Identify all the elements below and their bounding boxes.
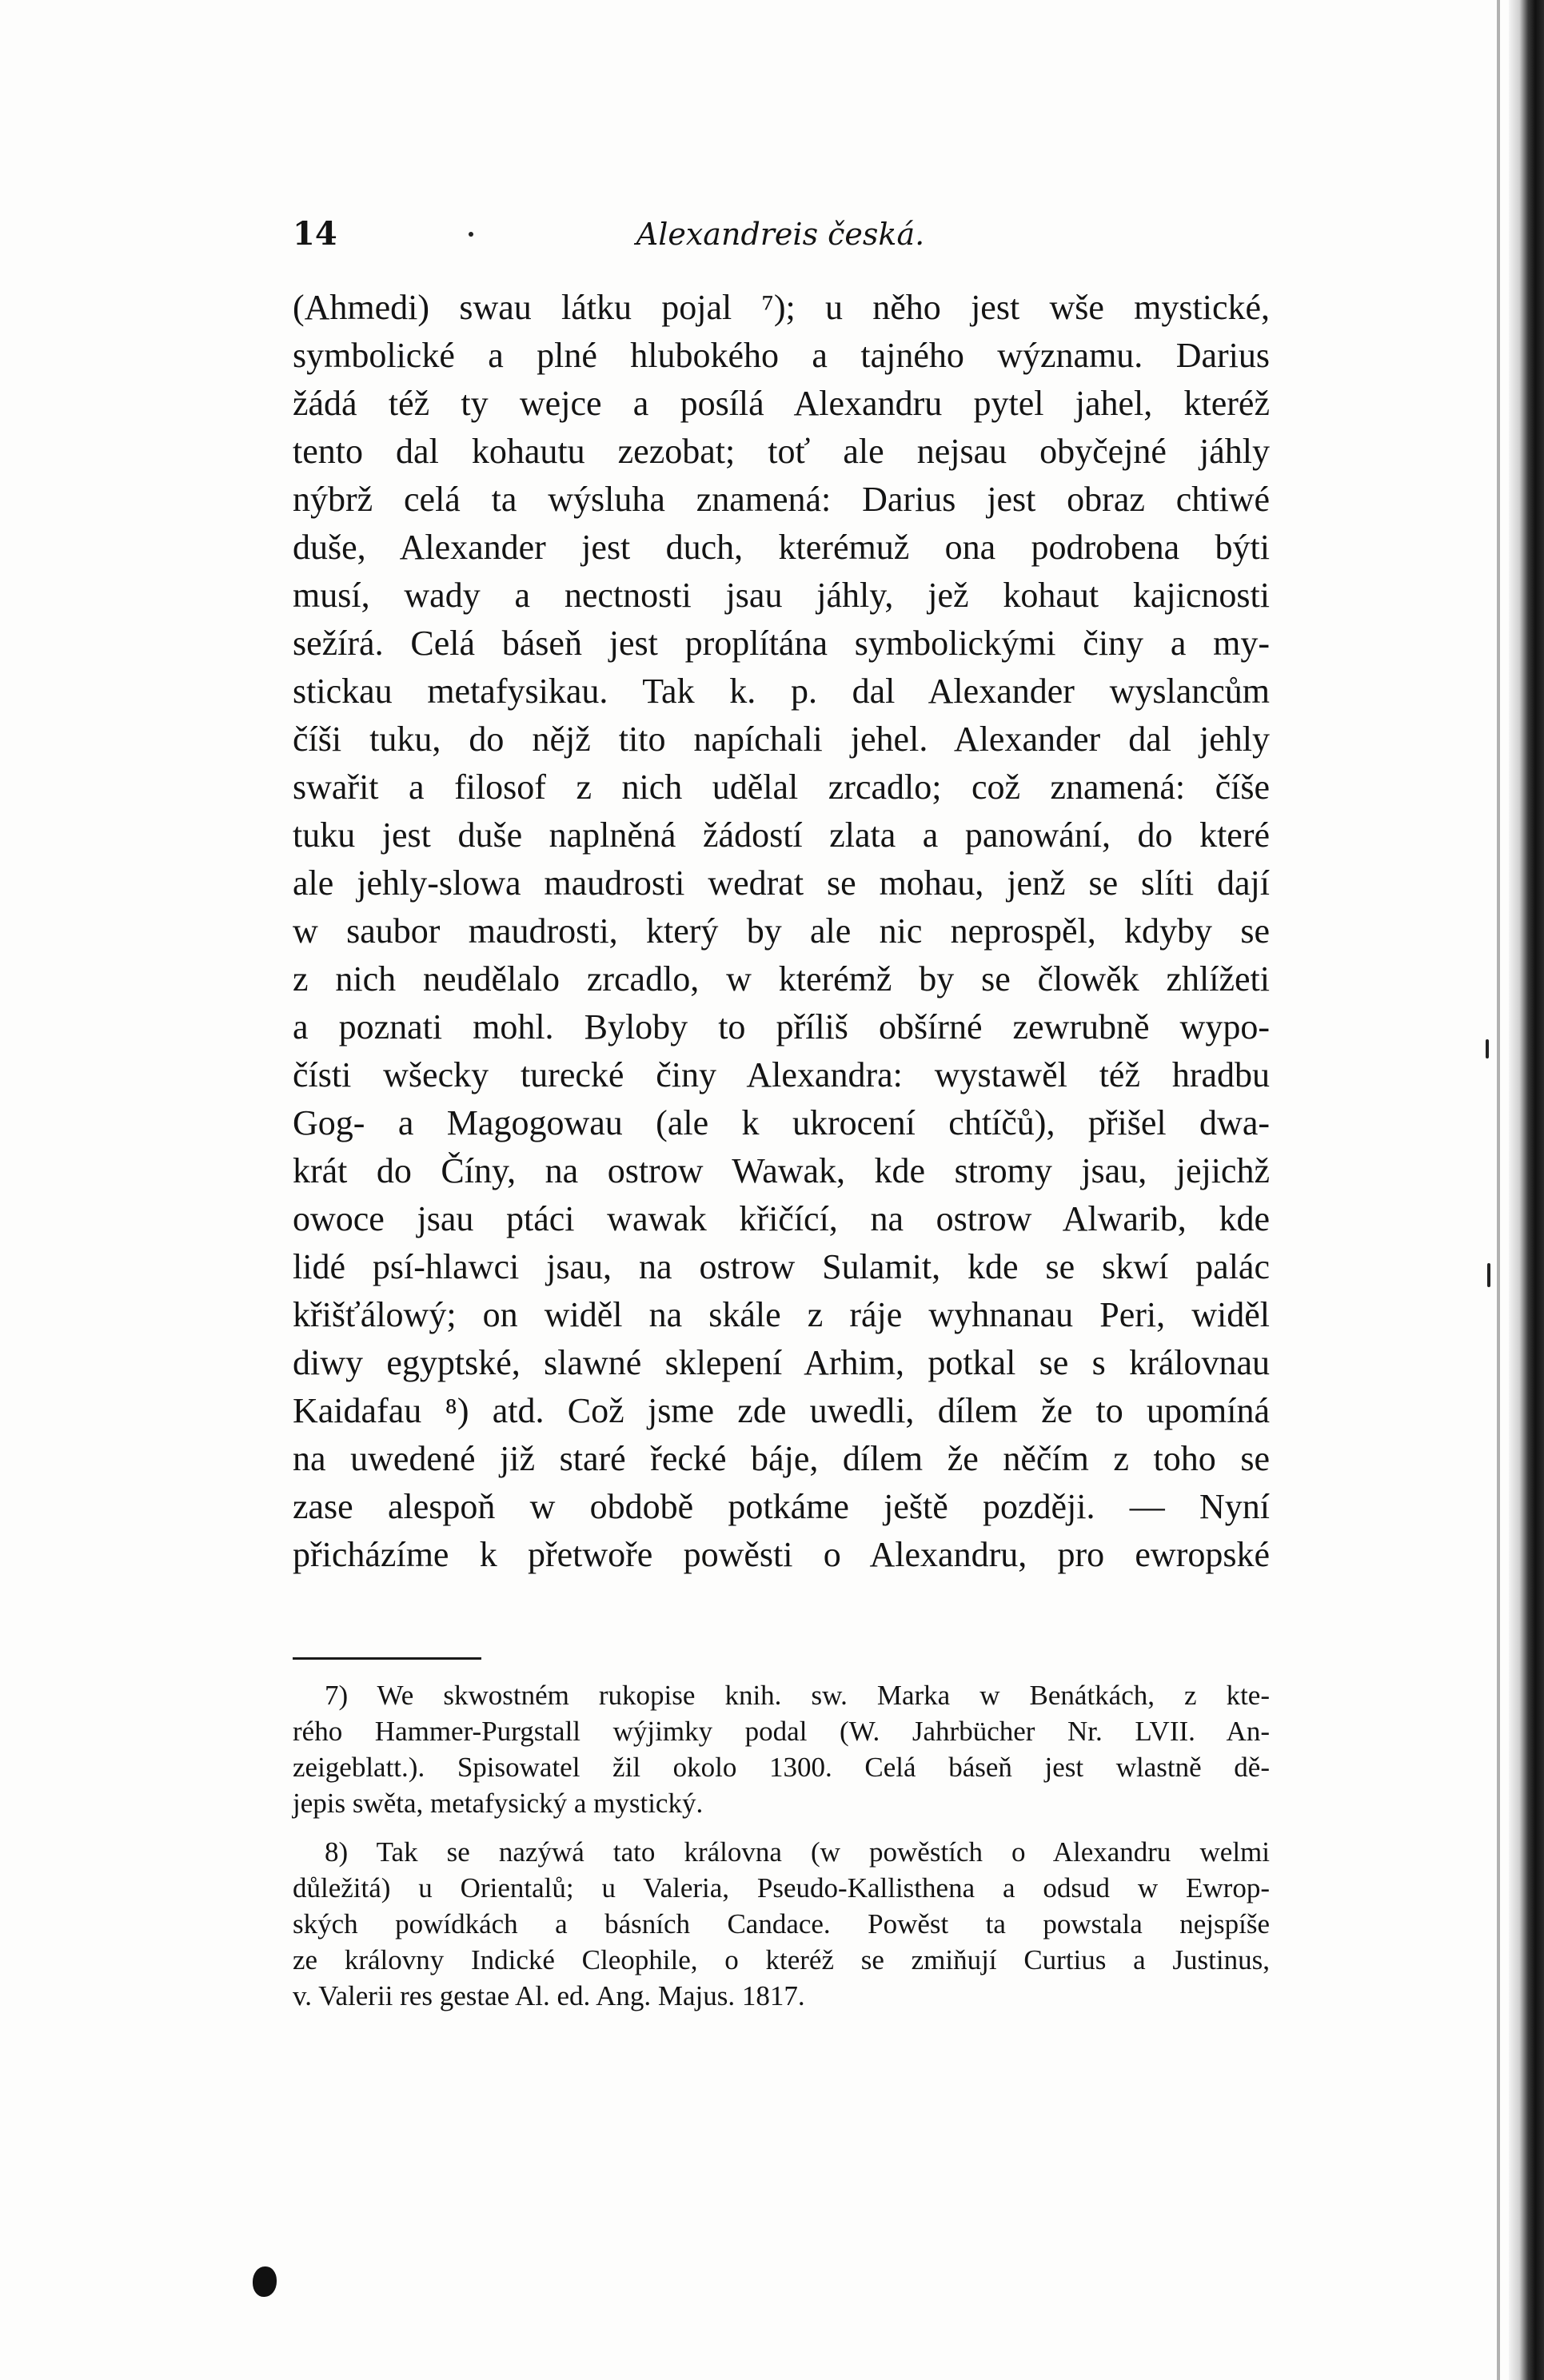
footnotes [293,1677,1270,2014]
footnote-line: rého Hammer-Purgstall wýjimky podal (W. Jahrbücher Nr. LVII. An- [293,1716,1270,1747]
footnote-line: jepis swěta, metafysický a mystický. [293,1788,704,1819]
body-line: křišťálowý; on widěl na skále z ráje wyhnanau Peri, widěl [293,1295,1270,1334]
page-header [293,214,1270,254]
footnote-line: důležitá) u Orientalů; u Valeria, Pseudo-Kallisthena a odsud w Ewrop- [293,1872,1270,1904]
scan-speck [1487,1263,1490,1287]
body-line: z nich neudělalo zrcadlo, w kterémž by se člowěk zhlížeti [293,959,1270,999]
footnote-line: ze královny Indické Cleophile, o kteréž se zmiňují Curtius a Justinus, [293,1944,1270,1975]
body-line: sežírá. Celá báseň jest proplítána symbolickými činy a my- [293,624,1270,663]
footnote-7 [293,1677,1270,1821]
body-line: musí, wady a nectnosti jsau jáhly, jež kohaut kajicnosti [293,576,1270,615]
scan-edge-shadow [1509,0,1544,2380]
body-line: nýbrž celá ta wýsluha znamená: Darius jest obraz chtiwé [293,480,1270,519]
body-line: zase alespoň w obdobě potkáme ještě později. — Nyní [293,1487,1270,1526]
body-line: ale jehly-slowa maudrosti wedrat se mohau, jenž se slíti dají [293,863,1270,903]
footnote-line: ských powídkách a básních Candace. Powěst ta powstala nejspíše [293,1908,1270,1939]
body-line: lidé psí-hlawci jsau, na ostrow Sulamit, kde se skwí palác [293,1247,1270,1286]
ink-blot [253,2266,277,2297]
body-line: číši tuku, do nějž tito napíchali jehel. Alexander dal jehly [293,720,1270,759]
footnote-line: 8) Tak se nazýwá tato královna (w powěstích o Alexandru welmi [325,1836,1270,1868]
body-line: swařit a filosof z nich udělal zrcadlo; což znamená: číše [293,767,1270,807]
body-line: tuku jest duše naplněná žádostí zlata a panowání, do které [293,815,1270,855]
body-line: symbolické a plné hlubokého a tajného wýznamu. Darius [293,336,1270,375]
body-line: owoce jsau ptáci wawak křičící, na ostrow Alwarib, kde [293,1199,1270,1238]
running-title: Alexandreis česká. [636,217,925,252]
body-line: přicházíme k přetwoře powěsti o Alexandru, pro ewropské [293,1535,1270,1574]
scan-speck [1486,1039,1489,1058]
body-line: stickau metafysikau. Tak k. p. dal Alexander wyslancům [293,672,1270,711]
body-line: čísti wšecky turecké činy Alexandra: wystawěl též hradbu [293,1055,1270,1094]
page-number: 14 [293,215,337,253]
footnote-line: 7) We skwostném rukopise knih. sw. Marka w Benátkách, z kte- [325,1680,1270,1711]
footnote-line: v. Valerii res gestae Al. ed. Ang. Majus. 1817. [293,1980,805,2011]
body-line: diwy egyptské, slawné sklepení Arhim, potkal se s královnau [293,1343,1270,1382]
body-line: a poznati mohl. Byloby to příliš obšírné zewrubně wypo- [293,1007,1270,1046]
body-text [293,284,1270,1579]
body-line: Kaidafau ⁸) atd. Což jsme zde uwedli, dílem že to upomíná [293,1391,1270,1430]
body-line: duše, Alexander jest duch, kterémuž ona podrobena býti [293,528,1270,567]
body-line: (Ahmedi) swau látku pojal ⁷); u něho jest wše mystické, [293,288,1270,327]
footnote-line: zeigeblatt.). Spisowatel žil okolo 1300. Celá báseň jest wlastně dě- [293,1752,1270,1783]
footnote-8 [293,1834,1270,2014]
body-line: Gog- a Magogowau (ale k ukrocení chtíčů), přišel dwa- [293,1103,1270,1142]
body-line: w saubor maudrosti, který by ale nic neprospěl, kdyby se [293,911,1270,951]
footnote-divider [293,1657,481,1660]
body-line: žádá též ty wejce a posílá Alexandru pytel jahel, kteréž [293,384,1270,423]
body-line: na uwedené již staré řecké báje, dílem že něčím z toho se [293,1439,1270,1478]
body-line: tento dal kohautu zezobat; toť ale nejsau obyčejné jáhly [293,432,1270,471]
body-line: krát do Číny, na ostrow Wawak, kde stromy jsau, jejichž [293,1151,1270,1190]
scan-edge-line [1497,0,1500,2380]
